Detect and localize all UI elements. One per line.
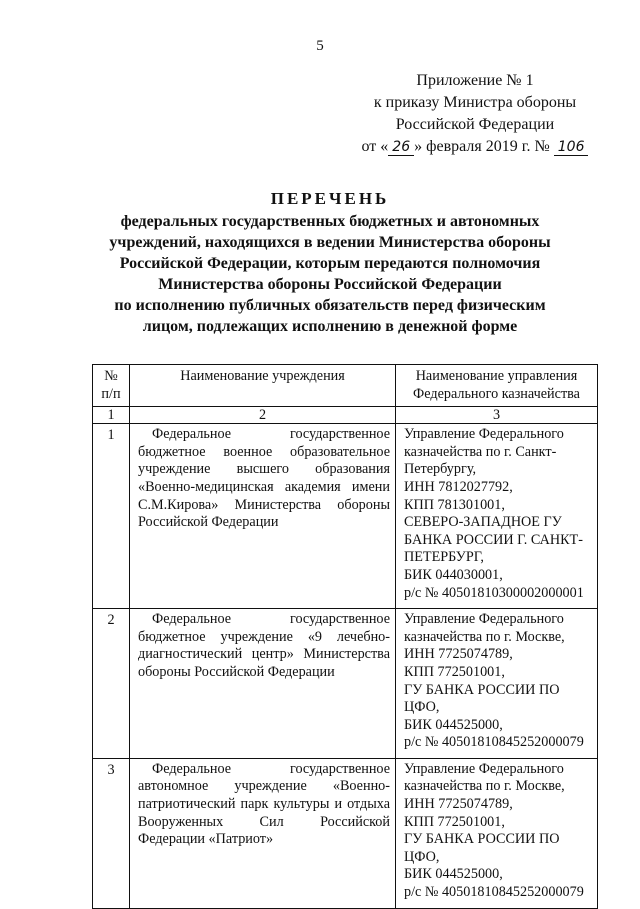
treasury-line: КПП 781301001,: [404, 496, 505, 513]
appendix-block: [330, 70, 620, 158]
treasury-line: казначейства по г. Москве,: [404, 628, 565, 645]
date-prefix: от «: [361, 138, 389, 155]
treasury-line: Петербургу,: [404, 461, 477, 478]
treasury-line: СЕВЕРО-ЗАПАДНОЕ ГУ: [404, 514, 562, 531]
treasury-line: Управление Федерального: [404, 426, 564, 443]
treasury-line: ГУ БАНКА РОССИИ ПО ЦФО,: [404, 831, 560, 865]
treasury-line: БАНКА РОССИИ Г. САНКТ-: [404, 531, 583, 548]
column-number: 3: [396, 407, 598, 424]
institution-name: [130, 609, 396, 759]
treasury-line: ПЕТЕРБУРГ,: [404, 549, 484, 566]
handwritten-order-number: 106: [554, 139, 589, 156]
treasury-line: БИК 044030001,: [404, 566, 503, 583]
treasury-line: р/с № 40501810845252000079: [404, 884, 584, 901]
treasury-line: БИК 044525000,: [404, 866, 503, 883]
treasury-details: [396, 424, 598, 609]
appendix-line-3: Российской Федерации: [395, 116, 555, 133]
treasury-line: КПП 772501001,: [404, 663, 505, 680]
heading-line: Российской Федерации, которым передаются полномочия: [119, 255, 541, 272]
treasury-line: казначейства по г. Санкт-: [404, 443, 557, 460]
table-header-row: [93, 365, 598, 407]
row-number: 1: [93, 424, 130, 609]
table-row: [93, 758, 598, 908]
heading-line: федеральных государственных бюджетных и автономных: [120, 213, 540, 230]
treasury-line: р/с № 40501810845252000079: [404, 734, 584, 751]
treasury-details: [396, 609, 598, 759]
header-institution: Наименование учреждения: [130, 365, 396, 407]
date-middle: » февраля 2019 г. №: [414, 138, 550, 155]
institution-text: Федеральное государственное автономное учреждение «Военно-патриотический парк культуры и отдыха Вооруженных Сил Российской Федерации «Патриот»: [138, 760, 390, 848]
treasury-line: КПП 772501001,: [404, 813, 505, 830]
institution-name: [130, 758, 396, 908]
treasury-line: р/с № 40501810300002000001: [404, 584, 584, 601]
table-row: [93, 609, 598, 759]
institution-name: [130, 424, 396, 609]
table-row: [93, 424, 598, 609]
page-number: 5: [316, 38, 324, 54]
header-number: № п/п: [93, 365, 130, 407]
header-treasury: Наименование управления Федерального казначейства: [396, 365, 598, 407]
handwritten-day: 26: [388, 139, 414, 156]
institution-text: Федеральное государственное бюджетное военное образовательное учреждение высшего образования «Военно-медицинская академия имени С.М.Кирова» Министерства обороны Российской Федерации: [138, 426, 390, 531]
treasury-line: ГУ БАНКА РОССИИ ПО ЦФО,: [404, 681, 560, 716]
treasury-line: ИНН 7725074789,: [404, 646, 513, 663]
heading-line: лицом, подлежащих исполнению в денежной форме: [142, 318, 518, 335]
appendix-line-1: Приложение № 1: [416, 72, 534, 89]
treasury-line: ИНН 7725074789,: [404, 796, 513, 813]
document-title: ПЕРЕЧЕНЬ: [270, 189, 390, 208]
treasury-details: [396, 758, 598, 908]
heading-line: по исполнению публичных обязательств перед физическим: [114, 297, 546, 314]
treasury-line: ИНН 7812027792,: [404, 478, 513, 495]
row-number: 2: [93, 609, 130, 759]
column-number: 1: [93, 407, 130, 424]
treasury-line: Управление Федерального: [404, 611, 564, 628]
column-number-row: [93, 407, 598, 424]
order-date-line: [330, 136, 620, 158]
heading-line: Министерства обороны Российской Федерации: [158, 276, 502, 293]
row-number: 3: [93, 758, 130, 908]
document-heading: [60, 188, 600, 337]
institutions-table: [92, 364, 598, 909]
treasury-line: казначейства по г. Москве,: [404, 778, 565, 795]
treasury-line: Управление Федерального: [404, 760, 564, 777]
heading-line: учреждений, находящихся в ведении Министерства обороны: [109, 234, 551, 251]
institution-text: Федеральное государственное бюджетное учреждение «9 лечебно-диагностический центр» Министерства обороны Российской Федерации: [138, 611, 390, 680]
treasury-line: БИК 044525000,: [404, 716, 503, 733]
appendix-line-2: к приказу Министра обороны: [373, 94, 577, 111]
column-number: 2: [130, 407, 396, 424]
